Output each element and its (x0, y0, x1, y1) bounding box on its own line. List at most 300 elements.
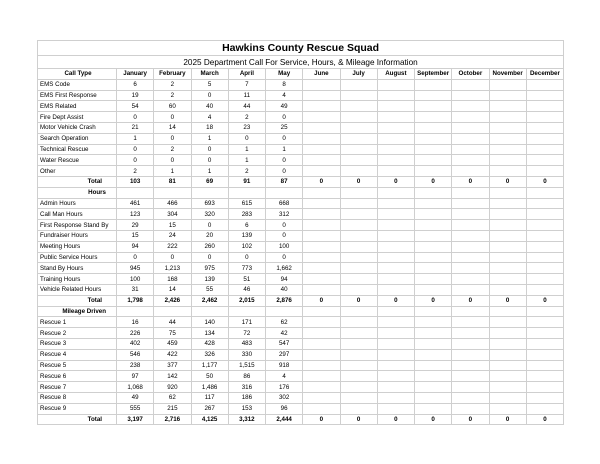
value-cell (303, 403, 340, 414)
value-cell (452, 122, 489, 133)
column-header-october: October (452, 69, 489, 80)
value-cell (489, 101, 526, 112)
row-label: Rescue 4 (38, 349, 117, 360)
value-cell (340, 338, 377, 349)
value-cell: 72 (228, 328, 265, 339)
table-row (38, 133, 564, 144)
table-row (38, 209, 564, 220)
value-cell: 0 (117, 252, 154, 263)
total-cell: 0 (489, 176, 526, 187)
value-cell (303, 198, 340, 209)
value-cell (415, 112, 452, 123)
value-cell (526, 252, 563, 263)
value-cell: 2 (228, 166, 265, 177)
total-cell: 0 (452, 414, 489, 425)
value-cell (452, 230, 489, 241)
total-cell: 87 (266, 176, 303, 187)
value-cell (489, 133, 526, 144)
section-header: Hours (38, 187, 117, 198)
table-row (38, 79, 564, 90)
value-cell (340, 230, 377, 241)
total-cell: 3,197 (117, 414, 154, 425)
value-cell: 377 (154, 360, 191, 371)
total-cell: 0 (452, 176, 489, 187)
value-cell: 96 (266, 403, 303, 414)
value-cell: 1 (154, 166, 191, 177)
value-cell: 0 (266, 252, 303, 263)
value-cell: 1,662 (266, 263, 303, 274)
table-row (38, 166, 564, 177)
value-cell: 117 (191, 392, 228, 403)
value-cell: 1 (266, 144, 303, 155)
value-cell: 7 (228, 79, 265, 90)
value-cell (377, 122, 414, 133)
value-cell: 31 (117, 284, 154, 295)
value-cell: 0 (266, 155, 303, 166)
value-cell (526, 360, 563, 371)
value-cell: 2 (154, 79, 191, 90)
value-cell (377, 198, 414, 209)
value-cell: 267 (191, 403, 228, 414)
value-cell: 546 (117, 349, 154, 360)
value-cell (526, 166, 563, 177)
value-cell (415, 360, 452, 371)
table-row (38, 220, 564, 231)
value-cell: 422 (154, 349, 191, 360)
value-cell (377, 317, 414, 328)
value-cell (415, 101, 452, 112)
section-header-row (38, 187, 564, 198)
total-cell: 0 (340, 295, 377, 306)
value-cell (415, 284, 452, 295)
value-cell (415, 230, 452, 241)
section-header-row (38, 69, 564, 80)
value-cell: 20 (191, 230, 228, 241)
value-cell: 1,068 (117, 382, 154, 393)
total-row (38, 295, 564, 306)
value-cell (415, 144, 452, 155)
value-cell: 14 (154, 284, 191, 295)
value-cell (303, 230, 340, 241)
value-cell (303, 144, 340, 155)
value-cell (377, 360, 414, 371)
value-cell (340, 252, 377, 263)
value-cell: 8 (266, 79, 303, 90)
column-header-july: July (340, 69, 377, 80)
empty-cell (452, 306, 489, 317)
total-label: Total (38, 414, 117, 425)
value-cell: 0 (191, 90, 228, 101)
table-row (38, 317, 564, 328)
value-cell (415, 317, 452, 328)
row-label: Water Rescue (38, 155, 117, 166)
value-cell: 302 (266, 392, 303, 403)
row-label: Training Hours (38, 274, 117, 285)
total-cell: 3,312 (228, 414, 265, 425)
value-cell: 44 (154, 317, 191, 328)
value-cell (489, 209, 526, 220)
row-label: Vehicle Related Hours (38, 284, 117, 295)
value-cell (489, 241, 526, 252)
value-cell (452, 403, 489, 414)
value-cell (415, 338, 452, 349)
value-cell (526, 155, 563, 166)
value-cell (303, 133, 340, 144)
value-cell (303, 122, 340, 133)
value-cell (340, 122, 377, 133)
value-cell: 0 (154, 252, 191, 263)
value-cell (452, 101, 489, 112)
empty-cell (228, 187, 265, 198)
value-cell: 153 (228, 403, 265, 414)
table-row (38, 360, 564, 371)
value-cell (415, 166, 452, 177)
value-cell (452, 263, 489, 274)
row-label: Rescue 9 (38, 403, 117, 414)
value-cell: 238 (117, 360, 154, 371)
column-header-march: March (191, 69, 228, 80)
row-label: Motor Vehicle Crash (38, 122, 117, 133)
value-cell: 0 (266, 220, 303, 231)
value-cell (377, 284, 414, 295)
value-cell: 14 (154, 122, 191, 133)
value-cell (377, 274, 414, 285)
value-cell (377, 166, 414, 177)
value-cell (452, 349, 489, 360)
value-cell (526, 338, 563, 349)
value-cell: 0 (266, 112, 303, 123)
value-cell: 312 (266, 209, 303, 220)
table-row (38, 90, 564, 101)
section-header: Mileage Driven (38, 306, 117, 317)
value-cell (340, 155, 377, 166)
value-cell (526, 403, 563, 414)
value-cell: 461 (117, 198, 154, 209)
value-cell (452, 382, 489, 393)
value-cell (452, 317, 489, 328)
value-cell (303, 79, 340, 90)
value-cell (526, 349, 563, 360)
value-cell: 171 (228, 317, 265, 328)
value-cell (340, 360, 377, 371)
value-cell (489, 392, 526, 403)
total-cell: 81 (154, 176, 191, 187)
total-cell: 2,876 (266, 295, 303, 306)
empty-cell (489, 306, 526, 317)
value-cell (489, 382, 526, 393)
empty-cell (489, 187, 526, 198)
value-cell: 0 (266, 230, 303, 241)
value-cell: 2 (154, 90, 191, 101)
value-cell: 18 (191, 122, 228, 133)
value-cell: 49 (266, 101, 303, 112)
value-cell: 134 (191, 328, 228, 339)
value-cell (489, 403, 526, 414)
value-cell (415, 198, 452, 209)
value-cell (377, 79, 414, 90)
total-cell: 69 (191, 176, 228, 187)
report-title: Hawkins County Rescue Squad (38, 41, 564, 56)
value-cell (489, 198, 526, 209)
value-cell (526, 382, 563, 393)
value-cell (303, 274, 340, 285)
value-cell: 459 (154, 338, 191, 349)
empty-cell (266, 187, 303, 198)
value-cell: 16 (117, 317, 154, 328)
value-cell (340, 198, 377, 209)
value-cell (377, 241, 414, 252)
value-cell (340, 263, 377, 274)
value-cell: 97 (117, 371, 154, 382)
value-cell (452, 209, 489, 220)
value-cell: 29 (117, 220, 154, 231)
value-cell (303, 220, 340, 231)
table-row (38, 198, 564, 209)
value-cell (415, 263, 452, 274)
value-cell (377, 112, 414, 123)
value-cell (377, 220, 414, 231)
value-cell (489, 328, 526, 339)
value-cell (303, 371, 340, 382)
value-cell (415, 349, 452, 360)
value-cell (526, 112, 563, 123)
value-cell: 1 (117, 133, 154, 144)
value-cell (303, 328, 340, 339)
value-cell: 142 (154, 371, 191, 382)
empty-cell (415, 306, 452, 317)
total-cell: 0 (489, 414, 526, 425)
value-cell (452, 133, 489, 144)
table-row (38, 263, 564, 274)
value-cell (452, 144, 489, 155)
value-cell (340, 241, 377, 252)
column-header-november: November (489, 69, 526, 80)
value-cell (377, 155, 414, 166)
value-cell: 260 (191, 241, 228, 252)
empty-cell (340, 187, 377, 198)
value-cell: 102 (228, 241, 265, 252)
total-cell: 2,444 (266, 414, 303, 425)
value-cell: 0 (154, 155, 191, 166)
value-cell (526, 101, 563, 112)
total-label: Total (38, 176, 117, 187)
row-label: Public Service Hours (38, 252, 117, 263)
value-cell (340, 209, 377, 220)
value-cell (340, 403, 377, 414)
value-cell (489, 90, 526, 101)
value-cell (489, 338, 526, 349)
value-cell (340, 220, 377, 231)
table-row (38, 371, 564, 382)
value-cell (526, 328, 563, 339)
value-cell: 0 (191, 252, 228, 263)
value-cell (489, 284, 526, 295)
total-cell: 0 (303, 176, 340, 187)
value-cell: 1,213 (154, 263, 191, 274)
total-cell: 0 (303, 295, 340, 306)
value-cell: 60 (154, 101, 191, 112)
value-cell: 40 (191, 101, 228, 112)
value-cell (489, 166, 526, 177)
table-row (38, 274, 564, 285)
value-cell: 15 (117, 230, 154, 241)
value-cell (340, 79, 377, 90)
value-cell (526, 144, 563, 155)
column-header-december: December (526, 69, 563, 80)
value-cell (377, 349, 414, 360)
row-label: Admin Hours (38, 198, 117, 209)
value-cell (303, 360, 340, 371)
value-cell (526, 284, 563, 295)
value-cell (489, 144, 526, 155)
value-cell (452, 155, 489, 166)
value-cell (526, 79, 563, 90)
empty-cell (377, 306, 414, 317)
table-row (38, 349, 564, 360)
value-cell: 168 (154, 274, 191, 285)
value-cell: 55 (191, 284, 228, 295)
value-cell: 186 (228, 392, 265, 403)
value-cell (340, 101, 377, 112)
value-cell: 1 (191, 133, 228, 144)
total-cell: 0 (377, 176, 414, 187)
empty-cell (154, 187, 191, 198)
value-cell: 428 (191, 338, 228, 349)
value-cell (489, 230, 526, 241)
row-label: Fire Dept Assist (38, 112, 117, 123)
value-cell (452, 220, 489, 231)
value-cell (489, 155, 526, 166)
value-cell: 326 (191, 349, 228, 360)
column-header-april: April (228, 69, 265, 80)
value-cell (452, 90, 489, 101)
value-cell (340, 274, 377, 285)
empty-cell (117, 187, 154, 198)
value-cell (489, 317, 526, 328)
value-cell (340, 90, 377, 101)
value-cell (526, 209, 563, 220)
value-cell (377, 392, 414, 403)
value-cell (452, 392, 489, 403)
value-cell: 402 (117, 338, 154, 349)
row-label: Call Man Hours (38, 209, 117, 220)
value-cell: 140 (191, 317, 228, 328)
value-cell (340, 133, 377, 144)
value-cell: 100 (117, 274, 154, 285)
value-cell: 215 (154, 403, 191, 414)
value-cell (489, 371, 526, 382)
total-cell: 2,015 (228, 295, 265, 306)
value-cell: 773 (228, 263, 265, 274)
value-cell: 15 (154, 220, 191, 231)
value-cell: 40 (266, 284, 303, 295)
value-cell: 0 (117, 144, 154, 155)
value-cell: 0 (228, 252, 265, 263)
value-cell (303, 241, 340, 252)
value-cell (303, 349, 340, 360)
value-cell: 222 (154, 241, 191, 252)
value-cell (489, 112, 526, 123)
column-header-august: August (377, 69, 414, 80)
value-cell: 945 (117, 263, 154, 274)
value-cell (415, 252, 452, 263)
value-cell (415, 328, 452, 339)
value-cell: 615 (228, 198, 265, 209)
total-cell: 0 (340, 414, 377, 425)
value-cell: 547 (266, 338, 303, 349)
total-cell: 0 (415, 414, 452, 425)
value-cell: 0 (191, 144, 228, 155)
value-cell: 0 (154, 133, 191, 144)
value-cell: 62 (266, 317, 303, 328)
table-row (38, 241, 564, 252)
total-label: Total (38, 295, 117, 306)
row-label: Meeting Hours (38, 241, 117, 252)
value-cell (303, 338, 340, 349)
value-cell (452, 112, 489, 123)
column-header-september: September (415, 69, 452, 80)
value-cell: 320 (191, 209, 228, 220)
value-cell: 86 (228, 371, 265, 382)
total-cell: 0 (526, 295, 563, 306)
value-cell: 0 (228, 133, 265, 144)
value-cell (415, 403, 452, 414)
value-cell: 46 (228, 284, 265, 295)
value-cell: 483 (228, 338, 265, 349)
value-cell: 297 (266, 349, 303, 360)
total-cell: 103 (117, 176, 154, 187)
column-header-february: February (154, 69, 191, 80)
value-cell: 62 (154, 392, 191, 403)
row-label: Fundraiser Hours (38, 230, 117, 241)
value-cell: 50 (191, 371, 228, 382)
value-cell: 75 (154, 328, 191, 339)
value-cell: 23 (228, 122, 265, 133)
empty-cell (303, 306, 340, 317)
total-cell: 0 (377, 295, 414, 306)
row-label: Technical Rescue (38, 144, 117, 155)
value-cell: 1 (228, 144, 265, 155)
table-row (38, 284, 564, 295)
value-cell: 316 (228, 382, 265, 393)
value-cell: 975 (191, 263, 228, 274)
total-cell: 0 (526, 176, 563, 187)
empty-cell (303, 187, 340, 198)
value-cell (489, 252, 526, 263)
value-cell (452, 360, 489, 371)
value-cell (340, 112, 377, 123)
value-cell (415, 133, 452, 144)
value-cell (377, 403, 414, 414)
total-row (38, 176, 564, 187)
value-cell (340, 284, 377, 295)
value-cell: 0 (117, 155, 154, 166)
total-cell: 2,462 (191, 295, 228, 306)
value-cell (303, 112, 340, 123)
value-cell (303, 317, 340, 328)
value-cell (303, 392, 340, 403)
value-cell: 54 (117, 101, 154, 112)
total-cell: 2,716 (154, 414, 191, 425)
total-cell: 0 (489, 295, 526, 306)
value-cell: 283 (228, 209, 265, 220)
value-cell (303, 382, 340, 393)
value-cell: 0 (117, 112, 154, 123)
empty-cell (117, 306, 154, 317)
row-label: Rescue 7 (38, 382, 117, 393)
row-label: Rescue 8 (38, 392, 117, 403)
total-cell: 1,798 (117, 295, 154, 306)
